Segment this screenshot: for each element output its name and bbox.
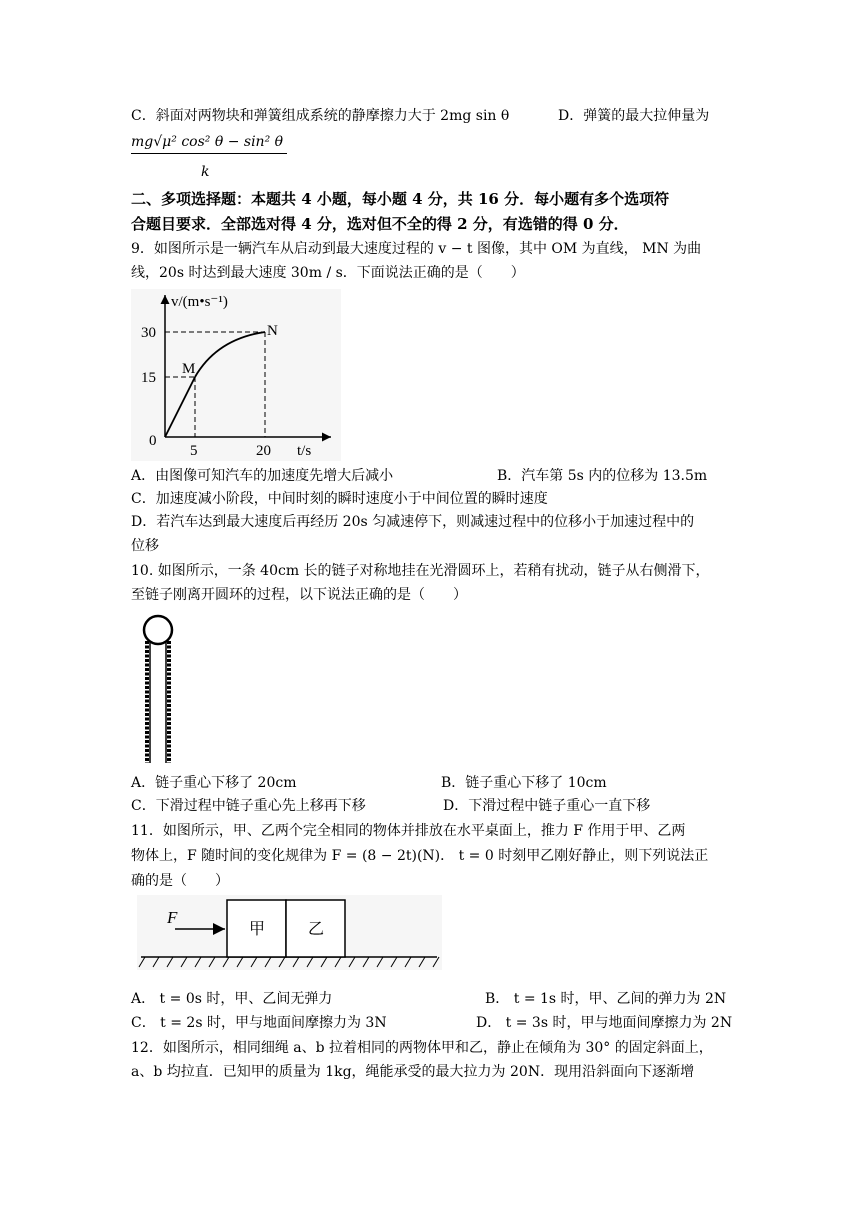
q11-stem-line2: 物体上，F 随时间的变化规律为 F = (8 − 2t)(N)． t = 0 时刻甲乙刚好静止，则下列说法正	[131, 848, 709, 864]
fraction-numerator: mg√μ² cos² θ − sin² θ	[131, 134, 287, 154]
y-tick-30: 30	[141, 325, 156, 341]
section-heading-line2: 合题目要求．全部选对得 4 分，选对但不全的得 2 分，有选错的得 0 分．	[131, 215, 629, 233]
vt-graph	[131, 289, 341, 465]
q9-option-c: C．加速度减小阶段，中间时刻的瞬时速度小于中间位置的瞬时速度	[131, 491, 548, 507]
q10-option-c: C．下滑过程中链子重心先上移再下移	[131, 798, 366, 814]
x-tick-5: 5	[190, 443, 198, 459]
q10-option-d: D．下滑过程中链子重心一直下移	[443, 798, 651, 814]
q9-stem-line2: 线，20s 时达到最大速度 30m / s．下面说法正确的是（ ）	[131, 265, 525, 281]
q9-option-d-line1: D．若汽车达到最大速度后再经历 20s 匀减速停下，则减速过程中的位移小于加速过程中的	[131, 514, 695, 530]
graph-background	[131, 289, 341, 461]
q12-stem-line2: a、b 均拉直．已知甲的质量为 1kg，绳能承受的最大拉力为 20N．现用沿斜面向下逐渐增	[131, 1064, 695, 1080]
q9-option-b: B．汽车第 5s 内的位移为 13.5m	[497, 468, 708, 484]
point-n-label: N	[267, 323, 278, 339]
q10-stem-line1: 10. 如图所示，一条 40cm 长的链子对称地挂在光滑圆环上，若稍有扰动，链子从右侧滑下，	[131, 563, 710, 579]
x-tick-20: 20	[256, 443, 271, 459]
q11-option-c: C． t = 2s 时，甲与地面间摩擦力为 3N	[131, 1015, 387, 1031]
q9-stem-line1: 9．如图所示是一辆汽车从启动到最大速度过程的 v − t 图像，其中 OM 为直线， MN 为曲	[131, 241, 702, 257]
y-axis-label: v/(m•s⁻¹)	[171, 294, 228, 310]
point-m-label: M	[182, 361, 196, 377]
y-tick-0: 0	[149, 433, 157, 449]
q10-stem-line2: 至链子刚离开圆环的过程，以下说法正确的是（ ）	[131, 587, 467, 603]
q9-option-d-line2: 位移	[131, 538, 159, 554]
q8-option-c: C．斜面对两物块和弹簧组成系统的静摩擦力大于 2mg sin θ	[131, 108, 510, 124]
q10-option-b: B．链子重心下移了 10cm	[441, 775, 607, 791]
q11-stem-line3: 确的是（ ）	[131, 873, 229, 889]
q11-option-a: A． t = 0s 时，甲、乙间无弹力	[131, 991, 333, 1007]
force-label: F	[167, 908, 178, 927]
fraction-denominator: k	[201, 164, 210, 180]
q12-stem-line1: 12．如图所示，相同细绳 a、b 拉着相同的两物体甲和乙，静止在倾角为 30° 的固定斜面上，	[131, 1040, 713, 1056]
q10-option-a: A．链子重心下移了 20cm	[131, 775, 297, 791]
blocks-figure	[137, 895, 442, 974]
chain-ring-figure	[138, 611, 180, 775]
block-jia-label: 甲	[249, 921, 266, 938]
q8-option-d-fraction	[131, 134, 291, 180]
y-tick-15: 15	[141, 370, 156, 386]
q11-option-b: B． t = 1s 时，甲、乙间的弹力为 2N	[485, 991, 727, 1007]
ring-circle	[144, 616, 172, 644]
q8-option-d-prefix: D．弹簧的最大拉伸量为	[558, 108, 710, 124]
q11-stem-line1: 11．如图所示，甲、乙两个完全相同的物体并排放在水平桌面上，推力 F 作用于甲、乙两	[131, 823, 686, 839]
section-heading-line1: 二、多项选择题：本题共 4 小题，每小题 4 分，共 16 分．每小题有多个选项符	[131, 190, 670, 208]
q9-option-a: A．由图像可知汽车的加速度先增大后减小	[131, 468, 394, 484]
block-yi-label: 乙	[308, 921, 325, 938]
x-axis-label: t/s	[297, 443, 312, 459]
q11-option-d: D． t = 3s 时，甲与地面间摩擦力为 2N	[476, 1015, 733, 1031]
